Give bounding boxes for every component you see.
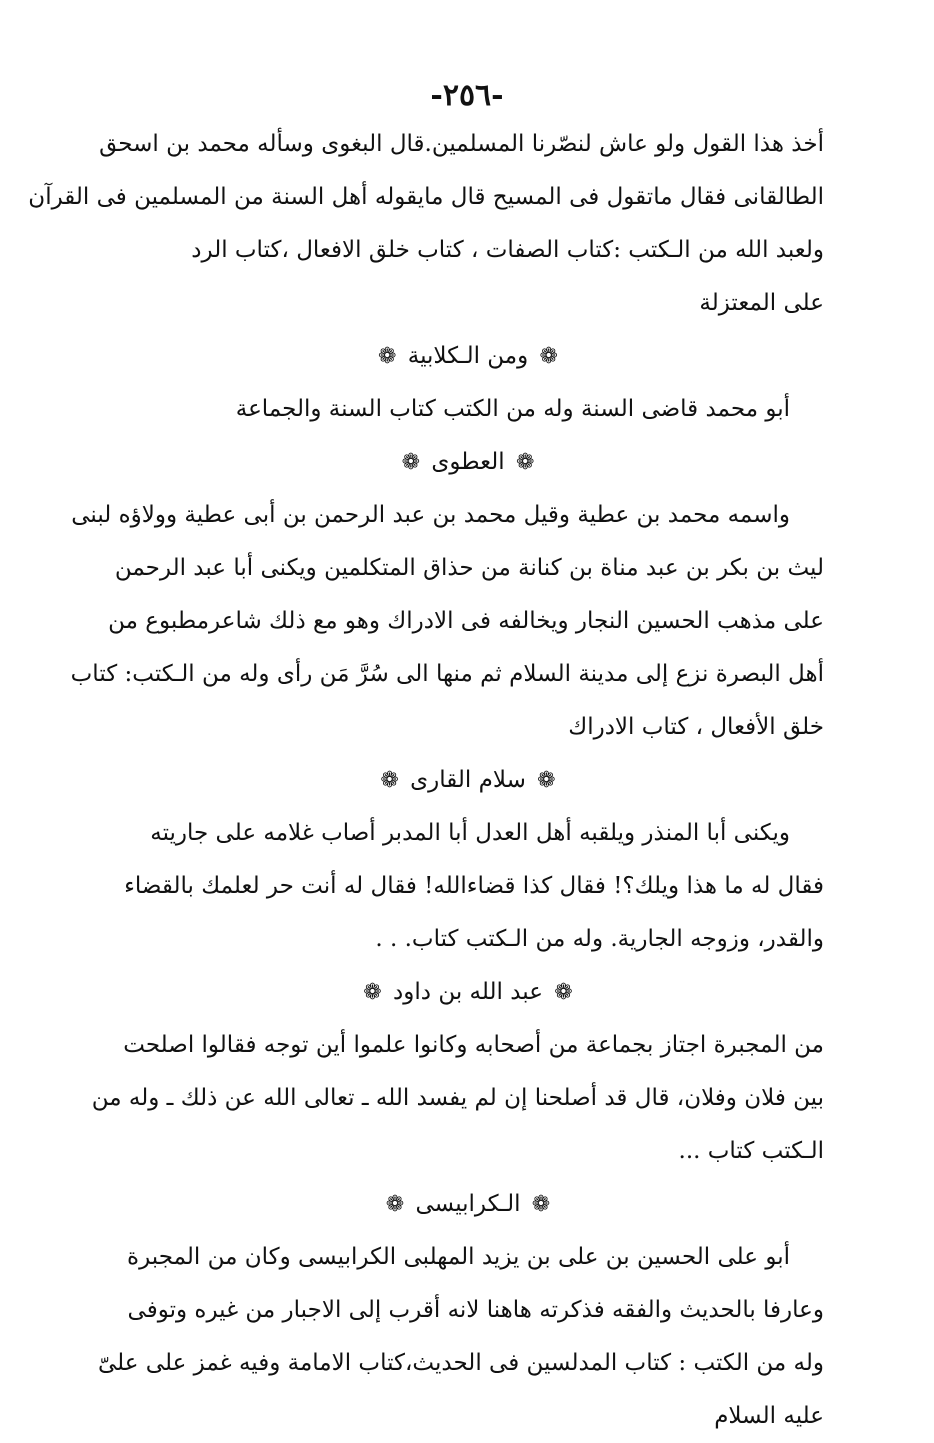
text-line: والقدر، وزوجه الجارية. وله من الـكتب كتاب. . .: [375, 926, 824, 952]
heading-text: العطوى: [431, 449, 505, 475]
text-line: وله من الكتب : كتاب المدلسين فى الحديث،كتاب الامامة وفيه غمز على علىّ: [97, 1350, 824, 1376]
text-line: من المجبرة اجتاز بجماعة من أصحابه وكانوا علموا أين توجه فقالوا اصلحت: [123, 1032, 824, 1058]
text-line: ولعبد الله من الـكتب :كتاب الصفات ، كتاب خلق الافعال ،كتاب الرد: [191, 237, 824, 263]
ornament-icon: ❁: [554, 980, 573, 1005]
ornament-icon: ❁: [531, 1192, 551, 1217]
ornament-icon: ❁: [539, 344, 558, 369]
ornament-icon: ❁: [380, 768, 399, 793]
heading-text: عبد الله بن داود: [393, 979, 543, 1005]
text-line: على مذهب الحسين النجار ويخالفه فى الادراك وهو مع ذلك شاعرمطبوع من: [108, 608, 824, 634]
ornament-icon: ❁: [401, 450, 421, 475]
ornament-icon: ❁: [515, 450, 535, 475]
section-heading: [112, 1178, 824, 1231]
text-line: ويكنى أبا المنذر ويلقبه أهل العدل أبا المدبر أصاب غلامه على جاريته: [150, 820, 790, 846]
heading-text: الـكرابيسى: [415, 1191, 521, 1217]
text-line: وعارفا بالحديث والفقه فذكرته هاهنا لانه أقرب إلى الاجبار من غيره وتوفى: [127, 1297, 824, 1323]
text-line: فقال له ما هذا ويلك؟! فقال كذا قضاءالله! فقال له أنت حر لعلمك بالقضاء: [124, 873, 824, 899]
text-line: على المعتزلة: [699, 290, 824, 316]
paragraph: [91, 1019, 824, 1178]
paragraph: [112, 383, 824, 436]
paragraph: [97, 1231, 824, 1443]
section-heading: [112, 436, 824, 489]
heading-text: سلام القارى: [410, 767, 526, 793]
text-body: [28, 118, 824, 1443]
section-heading: [112, 966, 824, 1019]
text-line: أخذ هذا القول ولو عاش لنصّرنا المسلمين.قال البغوى وسأله محمد بن اسحق: [99, 131, 824, 157]
text-line: عليه السلام: [714, 1403, 824, 1429]
text-line: بين فلان وفلان، قال قد أصلحنا إن لم يفسد الله ـ تعالى الله عن ذلك ـ وله من: [91, 1085, 824, 1111]
text-line: أبو على الحسين بن على بن يزيد المهلبى الكرابيسى وكان من المجبرة: [127, 1244, 790, 1270]
ornament-icon: ❁: [385, 1192, 405, 1217]
text-line: أهل البصرة نزع إلى مدينة السلام ثم منها الى سُرَّ مَن رأى وله من الـكتب: كتاب: [70, 661, 824, 687]
text-line: الـكتب كتاب ...: [678, 1138, 824, 1164]
text-line: واسمه محمد بن عطية وقيل محمد بن عبد الرحمن بن أبى عطية وولاؤه لبنى: [71, 502, 790, 528]
text-line: الطالقانى فقال ماتقول فى المسيح قال مايقوله أهل السنة من المسلمين فى القرآن: [28, 184, 824, 210]
ornament-icon: ❁: [378, 344, 397, 369]
ornament-icon: ❁: [537, 768, 556, 793]
paragraph: [70, 489, 824, 754]
text-line: خلق الأفعال ، كتاب الادراك: [568, 714, 824, 740]
ornament-icon: ❁: [363, 980, 382, 1005]
heading-text: ومن الـكلابية: [407, 343, 529, 369]
text-line: ليث بن بكر بن عبد مناة بن كنانة من حذاق المتكلمين ويكنى أبا عبد الرحمن: [114, 555, 824, 581]
page-number: -٢٥٦-: [430, 78, 504, 113]
text-line: أبو محمد قاضى السنة وله من الكتب كتاب السنة والجماعة: [235, 396, 790, 422]
section-heading: [112, 754, 824, 807]
paragraph: [112, 807, 824, 966]
paragraph: [28, 118, 824, 330]
section-heading: [112, 330, 824, 383]
